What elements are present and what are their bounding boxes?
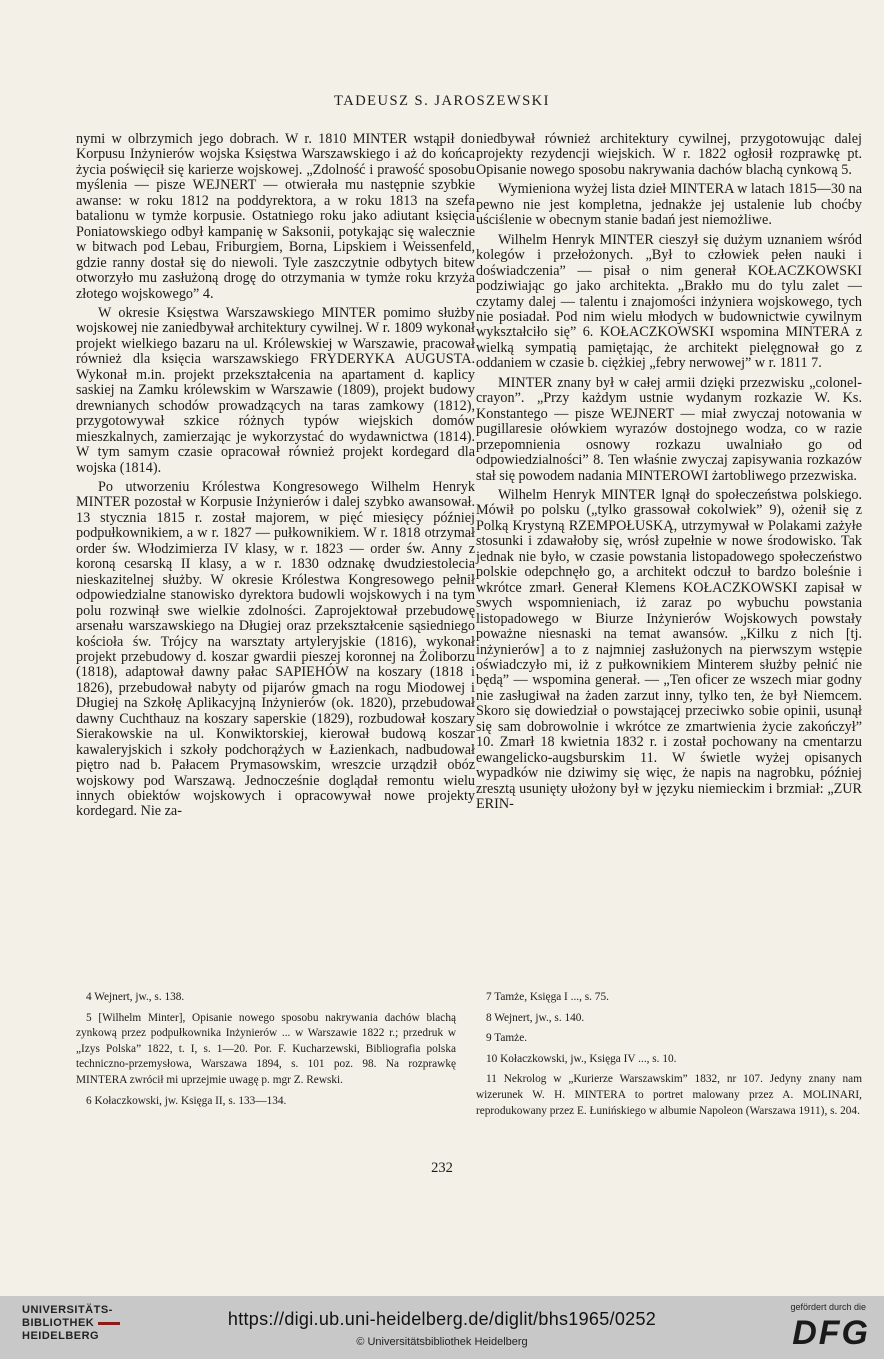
footnote: 11 Nekrolog w „Kurierze Warszawskim” 1832, nr 107. Jedyny znany nam wizerunek W. H. MINTERA to portret malowany przez A. MOLINARI, reprodukowany przez E. Łunińskiego w albumie Napoleon (Warszawa 1911), s. 204. bbox=[476, 1073, 862, 1117]
paragraph: niedbywał również architektury cywilnej, przygotowując dalej projekty rezydencji wiejskich. W r. 1822 ogłosił rozprawkę pt. Opisanie nowego sposobu nakrywania dachów blachą cynkową 5. bbox=[476, 131, 862, 178]
footnote: 6 Kołaczkowski, jw. Księga II, s. 133—134. bbox=[86, 1094, 287, 1107]
sponsor-text: gefördert durch die bbox=[790, 1302, 866, 1312]
copyright-text: © Universitätsbibliothek Heidelberg bbox=[356, 1336, 528, 1348]
paragraph: Wilhelm Henryk MINTER lgnął do społeczeństwa polskiego. Mówił po polsku („tylko grassował cokolwiek” 9), ożenił się z Polką Krystyną RZEMPOŁUSKĄ, utrzymywał w Polakami zażyłe stosunki i zdawałoby się, wrósł zupełnie w nowe środowisko. Tak jednak nie było, w czasie powstania listopadowego społeczeństwo polskie odepchnęło go, a architekt odczuł to bardzo boleśnie i wkrótce zmarł. Generał Klemens KOŁACZKOWSKI zapisał w swych wspomnieniach, iż zaraz po wybuchu powstania listopadowego w Biurze Inżynierów Wojskowych powstały poważne niesnaski na temat awansów. „Kilku z nich [tj. inżynierów] a to z najmniej zasłużonych na pierwszym wstępie oświadczyło mi, iż z pułkownikiem Minterem służby pełnić nie będą” — wspomina generał. — „Ten oficer ze wszech miar godny nie zasługiwał na żaden zarzut inny, tylko ten, że był Niemcem. Skoro się dowiedział o powstającej przeciwko sobie opinii, usunął się sam dobrowolnie i wkrótce ze zmartwienia życie zakończył” 10. Zmarł 18 kwietnia 1832 r. i został pochowany na cmentarzu ewangelicko-augsburskim 11. W świetle wyżej opisanych wypadków nie dziwimy się więc, że napis na nagrobku, później zresztą usunięty ułożony był w języku niemieckim i brzmiał: „ZUR ERIN- bbox=[476, 486, 862, 813]
footnote: 9 Tamże. bbox=[486, 1032, 528, 1045]
paragraph: nymi w olbrzymich jego dobrach. W r. 1810 MINTER wstąpił do Korpusu Inżynierów wojska Księstwa Warszawskiego i aż do końca życia poświęcił się karierze wojskowej. „Zdolność i prawość sposobu myślenia — pisze WEJNERT — otwierała mu następnie szybkie awanse: w roku 1812 na poddyrektora, a w roku 1813 na szefa batalionu w tymże korpusie. Ostatniego roku jako adiutant księcia Poniatowskiego odbył kampanię w Saksonii, potykając się walecznie w bitwach pod Lebau, Friburgiem, Borna, Lipskiem i Weissenfeld, gdzie ranny dostał się do niewoli. Tyle zaszczytnie odbytych bitew otworzyło mu zasłużoną drogę do otrzymania w tymże roku krzyża złotego wojskowego” 4. bbox=[76, 131, 475, 302]
logo-line: BIBLIOTHEK bbox=[22, 1317, 132, 1330]
paragraph: Wymieniona wyżej lista dzieł MINTERA w latach 1815—30 na pewno nie jest kompletna, jednakże jej ustalenie lub choćby uściślenie w obecnym stanie badań jest niemożliwe. bbox=[476, 181, 862, 229]
footnote: 8 Wejnert, jw., s. 140. bbox=[486, 1011, 585, 1024]
footnotes-right bbox=[476, 990, 862, 1124]
left-column bbox=[76, 132, 475, 824]
footer-bar bbox=[0, 1296, 884, 1359]
footnote: 10 Kołaczkowski, jw., Księga IV ..., s. 10. bbox=[486, 1052, 677, 1065]
dfg-logo[interactable]: DFG bbox=[792, 1314, 870, 1352]
paragraph: MINTER znany był w całej armii dzięki przezwisku „colonel-crayon”. „Przy każdym ustnie wydanym rozkazie W. Ks. Konstantego — pisze WEJNERT — miał zwyczaj notowania w pugillaresie ołówkiem wyrazów dostojnego wodza, co w razie przepomnienia osnowy rozkazu uwalniało go od odpowiedzialności” 8. Ten właśnie zwyczaj zapisywania rozkazów stał się powodem nadania MINTEROWI żartobliwego przezwiska. bbox=[476, 374, 862, 484]
source-url-link[interactable]: https://digi.ub.uni-heidelberg.de/diglit/bhs1965/0252 bbox=[227, 1309, 657, 1329]
paragraph: Wilhelm Henryk MINTER cieszył się dużym uznaniem wśród kolegów i przełożonych. „Był to człowiek pełen nauki i doświadczenia” — pisał o nim generał KOŁACZKOWSKI podziwiając go jako architekta. „Brakło mu do tylu zalet — czytamy dalej — talentu i znajomości inżyniera wojskowego, tych nie posiadał. Pod nim wielu młodych w budownictwie cywilnym wykształciło się” 6. KOŁACZKOWSKI wspomina MINTERA z wielką sympatią pamiętając, że architekt pielęgnował go z oddaniem w czasie b. ciężkiej „febry nerwowej” w r. 1811 7. bbox=[476, 231, 862, 372]
page-number: 232 bbox=[431, 1160, 453, 1176]
footnote: 5 [Wilhelm Minter], Opisanie nowego sposobu nakrywania dachów blachą zynkową przez podpułkownika Inżynierów ... w Warszawie 1822 r.; przedruk w „Izys Polska” 1822, t. I, s. 1—20. Por. F. Kucharzewski, Bibliografia polska techniczno-przemysłowa, Warszawa 1894, s. 101 poz. 98. Na rozprawkę MINTERA zwrócił mi uprzejmie uwagę p. mgr Z. Rewski. bbox=[76, 1011, 456, 1086]
logo-line: UNIVERSITÄTS- bbox=[22, 1304, 113, 1316]
footnote: 4 Wejnert, jw., s. 138. bbox=[86, 991, 185, 1003]
paragraph: Po utworzeniu Królestwa Kongresowego Wilhelm Henryk MINTER pozostał w Korpusie Inżynierów i dalej szybko awansował. 13 stycznia 1815 r. został majorem, w pięć miesięcy później podpułkownikiem, a w r. 1827 — pułkownikiem. W r. 1818 otrzymał order św. Włodzimierza IV klasy, w r. 1823 — order św. Anny z koroną cesarską II klasy, a w r. 1830 odznakę dwudziestolecia nieskazitelnej służby. W okresie Królestwa Kongresowego pełnił odpowiedzialne stanowisko dyrektora budowli wojskowych i na tym polu rozwinął swe wielkie zdolności. Zaprojektował przebudowę arsenału warszawskiego na Długiej oraz przekształcenie sąsiedniego kościoła św. Trójcy na warsztaty artyleryjskie (1816), wykonał projekt przebudowy d. koszar gwardii pieszej koronnej na Żoliborzu (1818), adaptował dawny pałac SAPIEHÓW na koszary (1818 i 1826), przebudował nabyty od pijarów gmach na rogu Miodowej i Długiej na Szkołę Aplikacyjną Inżynierów (ok. 1820), przebudował dawny Cuchthauz na koszary saperskie (1829), rozbudował koszary Sierakowskie na ul. Konwiktorskiej, kierował budową koszar kawaleryjskich i szkoły podchorążych w Łazienkach, nadbudował piętro nad b. Pałacem Prymasowskim, wreszcie urządził obóz wojskowy pod Warszawą. Jednocześnie doglądał remontu wielu innych obiektów wojskowych i opracowywał nowe projekty kordegard. Nie za- bbox=[76, 478, 475, 820]
paragraph: W okresie Księstwa Warszawskiego MINTER pomimo służby wojskowej nie zaniedbywał architektury cywilnej. W r. 1809 wykonał projekt wielkiego bazaru na ul. Królewskiej w Warszawie, pracował również dla księcia warszawskiego FRYDERYKA AUGUSTA. Wykonał m.in. projekt przekształcenia na apartament d. kaplicy saskiej na Zamku królewskim w Warszawie (1809), projekt budowy drewnianych schodów prowadzących na taras zamkowy (1812), przygotowywał szkice różnych typów wiejskich domów mieszkalnych, zamierzając je wykorzystać do wydawnictwa (1814). W tym samym czasie opracował również projekt kordegard dla wojska (1814). bbox=[76, 304, 475, 476]
footnote: 7 Tamże, Księga I ..., s. 75. bbox=[486, 991, 609, 1003]
running-header: TADEUSZ S. JAROSZEWSKI bbox=[334, 93, 550, 109]
right-column bbox=[476, 132, 862, 816]
logo-line: HEIDELBERG bbox=[22, 1330, 100, 1342]
footnotes-left bbox=[76, 990, 456, 1114]
